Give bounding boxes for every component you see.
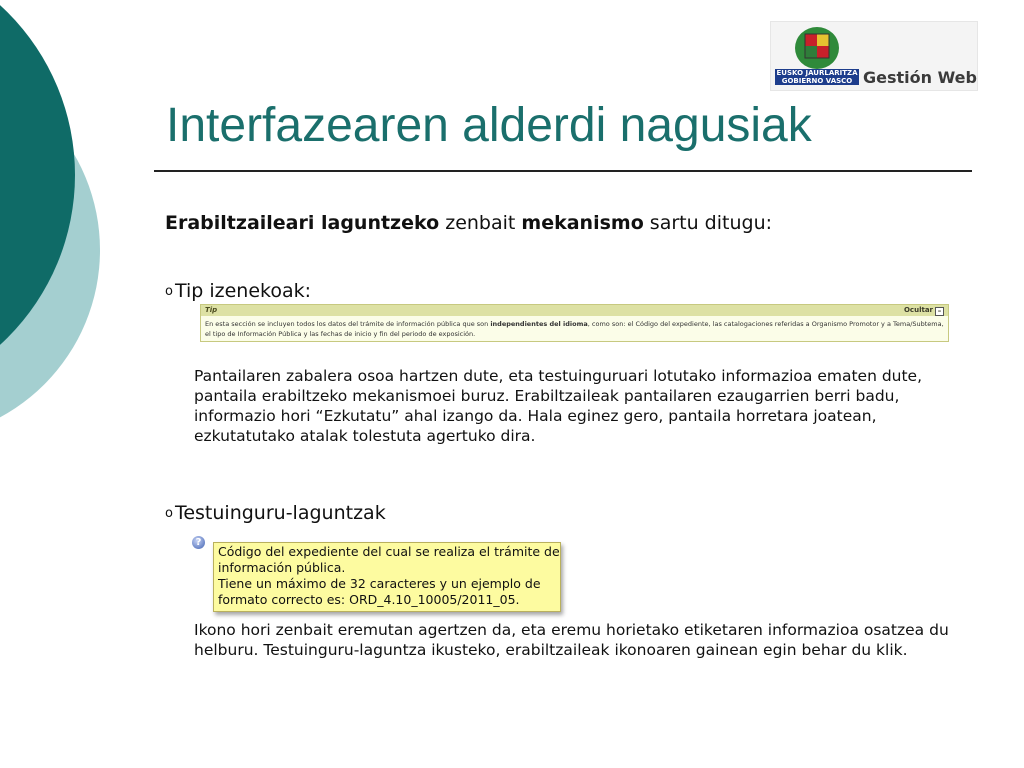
tip-hide-label: Ocultar [903, 306, 933, 314]
coat-of-arms-icon [777, 24, 857, 70]
help-question-icon[interactable]: ? [192, 536, 205, 549]
bullet-tips-label: Tip izenekoak: [174, 280, 312, 302]
intro-sentence [165, 212, 772, 234]
tooltip-line: Código del expediente del cual se realiza el trámite de [218, 544, 560, 559]
decorative-circles [0, 0, 120, 420]
intro-strong-1: Erabiltzaileari laguntzeko [165, 212, 440, 234]
slide-title: Interfazearen alderdi nagusiak [166, 99, 812, 152]
tips-description: Pantailaren zabalera osoa hartzen dute, eta testuinguruari lotutako informazioa ematen dute, pantaila erabiltzeko mekanismoei buruz. Erabiltzaileak pantailaren ezaugarrien berri badu, informazio hori “Ezkutatu” ahal izango da. Hala eginez gero, pantaila horretara joatean, ezkutatutako atalak tolestuta agertuko dira. [194, 367, 923, 445]
bullet-marker: o [165, 506, 173, 521]
tooltip-line: información pública. [218, 560, 346, 575]
tip-box-title: Tip [205, 306, 218, 314]
tip-box-example [200, 304, 949, 342]
bullet-context-help [165, 502, 386, 524]
logo-line-2: GOBIERNO VASCO [781, 77, 853, 85]
intro-mid: zenbait [439, 212, 522, 234]
logo-line-1: EUSKO JAURLARITZA [776, 69, 858, 77]
bullet-tips [165, 280, 311, 302]
collapse-icon: – [935, 307, 944, 316]
tip-text-bold: independientes del idioma [490, 320, 588, 328]
bullet-marker: o [165, 284, 173, 299]
title-divider [154, 170, 972, 172]
tooltip-line: Tiene un máximo de 32 caracteres y un ejemplo de [218, 576, 541, 591]
tip-text-pre: En esta sección se incluyen todos los datos del trámite de información pública que son [205, 320, 491, 328]
logo-label [775, 69, 859, 85]
bullet-context-help-label: Testuinguru-laguntzak [174, 502, 386, 524]
logo-brand-text: Gestión Web [863, 68, 977, 87]
intro-tail: sartu ditugu: [643, 212, 773, 234]
intro-strong-2: mekanismo [521, 212, 644, 234]
context-help-tooltip [213, 542, 561, 612]
tip-hide-button[interactable] [904, 305, 944, 316]
tip-box-text [201, 316, 948, 339]
tooltip-line: formato correcto es: ORD_4.10_10005/2011_05. [218, 592, 520, 607]
tip-text-post: , como son: el Código del expediente, las catalogaciones referidas a Organismo Promotor y a Tema/Subtema, el tipo de Información Pública y las fechas de inicio y fin del periodo de exposición. [205, 320, 944, 338]
context-help-description: Ikono hori zenbait eremutan agertzen da, eta eremu horietako etiketaren informazioa osatzea du helburu. Testuinguru-laguntza ikusteko, erabiltzaileak ikonoaren gainean egin behar du klik. [194, 621, 949, 659]
gestion-web-logo [770, 21, 978, 91]
tip-box-header [201, 305, 948, 316]
